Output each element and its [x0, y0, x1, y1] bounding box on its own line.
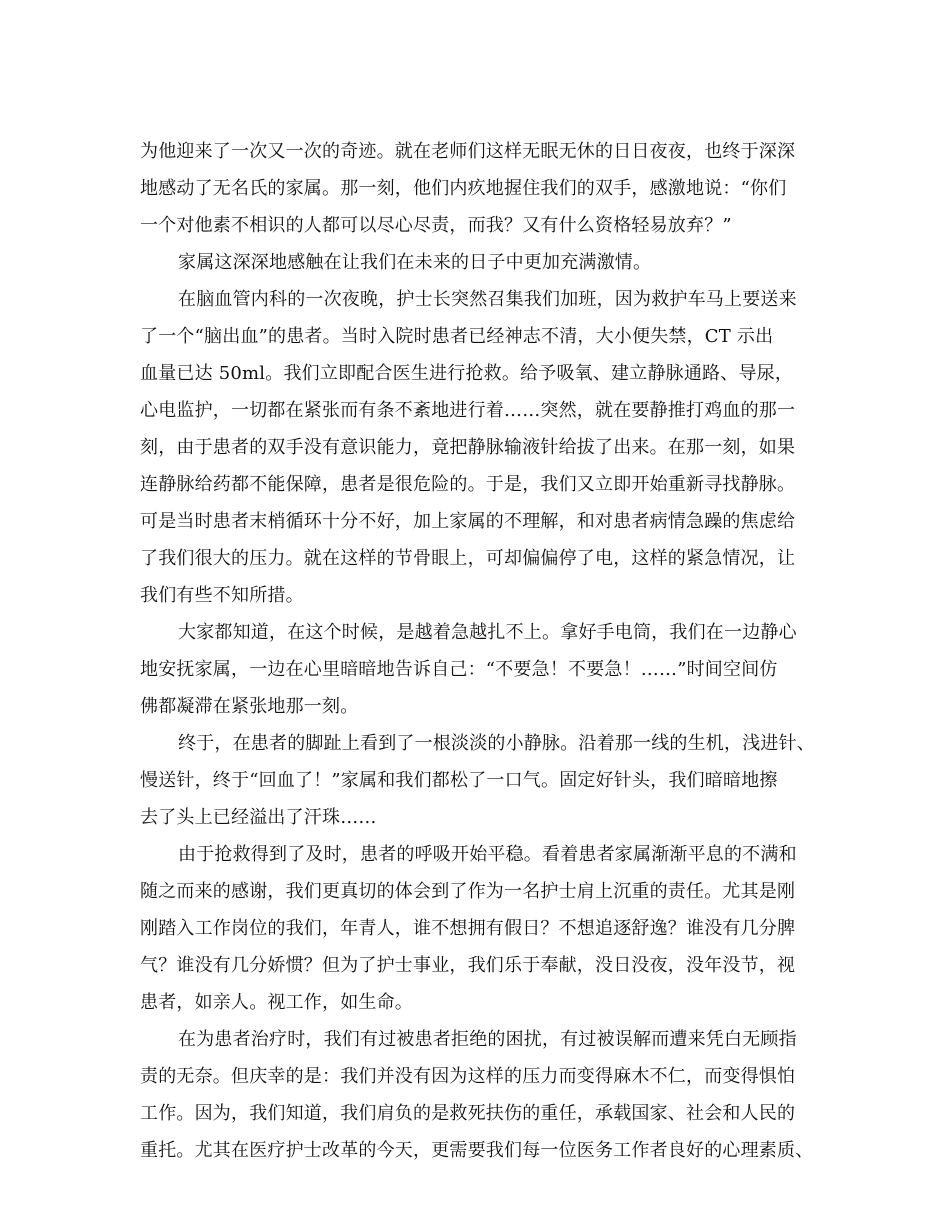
text-line: 工作。因为，我们知道，我们肩负的是救死扶伤的重任，承载国家、社会和人民的 — [140, 1103, 796, 1124]
text-line: 刚踏入工作岗位的我们，年青人，谁不想拥有假日？不想追逐舒逸？谁没有几分脾 — [140, 918, 796, 939]
text-line: 慢送针，终于“回血了！”家属和我们都松了一口气。固定好针头，我们暗暗地擦 — [140, 770, 778, 791]
text-line: 家属这深深地感触在让我们在未来的日子中更加充满激情。 — [178, 252, 652, 273]
text-line: 由于抢救得到了及时，患者的呼吸开始平稳。看着患者家属渐渐平息的不满和 — [178, 844, 797, 865]
text-line: 气？谁没有几分娇惯？但为了护士事业，我们乐于奉献，没日没夜，没年没节，视 — [140, 955, 796, 976]
text-line: 随之而来的感谢，我们更真切的体会到了作为一名护士肩上沉重的责任。尤其是刚 — [140, 881, 796, 902]
text-line: 可是当时患者末梢循环十分不好，加上家属的不理解，和对患者病情急躁的焦虑给 — [140, 511, 796, 532]
text-line: 我们有些不知所措。 — [140, 585, 304, 606]
text-line: 终于，在患者的脚趾上看到了一根淡淡的小静脉。沿着那一线的生机，浅进针、 — [178, 733, 815, 754]
text-line: 一个对他素不相识的人都可以尽心尽责，而我？又有什么资格轻易放弃？” — [140, 215, 732, 236]
text-line: 佛都凝滞在紧张地那一刻。 — [140, 696, 359, 717]
text-line: 去了头上已经溢出了汗珠…… — [140, 807, 377, 828]
text-line: 心电监护，一切都在紧张而有条不紊地进行着……突然，就在要静推打鸡血的那一 — [140, 400, 796, 421]
text-line: 连静脉给药都不能保障，患者是很危险的。于是，我们又立即开始重新寻找静脉。 — [140, 474, 796, 495]
text-line: 地感动了无名氏的家属。那一刻，他们内疚地握住我们的双手，感激地说：“你们 — [140, 178, 787, 199]
text-line: 了我们很大的压力。就在这样的节骨眼上，可却偏偏停了电，这样的紧急情况，让 — [140, 548, 796, 569]
text-line: 患者，如亲人。视工作，如生命。 — [140, 992, 413, 1013]
text-line: 为他迎来了一次又一次的奇迹。就在老师们这样无眠无休的日日夜夜，也终于深深 — [140, 141, 796, 162]
text-line: 刻，由于患者的双手没有意识能力，竟把静脉输液针给拔了出来。在那一刻，如果 — [140, 437, 796, 458]
text-line: 在为患者治疗时，我们有过被患者拒绝的困扰，有过被误解而遭来凭白无顾指 — [178, 1029, 797, 1050]
text-line: 了一个“脑出血”的患者。当时入院时患者已经神志不清，大小便失禁，CT 示出 — [140, 326, 774, 347]
text-line: 在脑血管内科的一次夜晚，护士长突然召集我们加班，因为救护车马上要送来 — [178, 289, 797, 310]
text-line: 重托。尤其在医疗护士改革的今天，更需要我们每一位医务工作者良好的心理素质、 — [140, 1140, 814, 1161]
text-line: 地安抚家属，一边在心里暗暗地告诉自己：“不要急！不要急！……”时间空间仿 — [140, 659, 778, 680]
text-line: 大家都知道，在这个时候，是越着急越扎不上。拿好手电筒，我们在一边静心 — [178, 622, 797, 643]
text-line: 责的无奈。但庆幸的是：我们并没有因为这样的压力而变得麻木不仁，而变得惧怕 — [140, 1066, 796, 1087]
text-line: 血量已达 50ml。我们立即配合医生进行抢救。给予吸氧、建立静脉通路、导尿， — [140, 363, 794, 384]
